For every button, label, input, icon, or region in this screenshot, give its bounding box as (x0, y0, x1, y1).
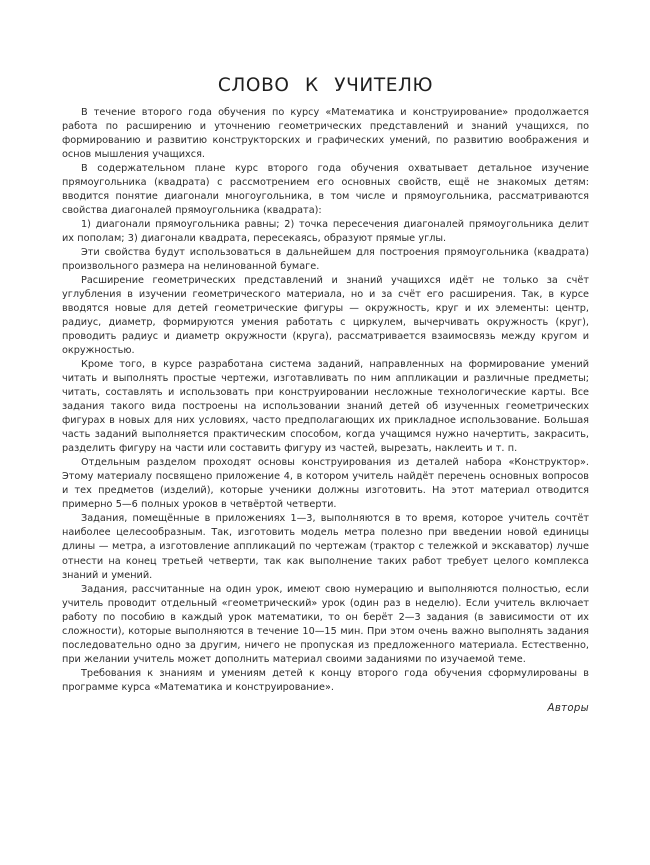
paragraph: Кроме того, в курсе разработана система заданий, направленных на формирование умений читать и выполнять простые чертежи, изготавливать по ним аппликации и различные предметы; читать, составлять и использовать при конструировании несложные технологические карты. Все задания такого вида построены на использовании знаний детей об изученных геометрических фигурах в новых для них условиях, часто предполагающих их прикладное использование. Большая часть заданий выполняется практическим способом, когда учащимся нужно начертить, закрасить, разделить фигуру на части или составить фигуру из частей, вырезать, наклеить и т. п. (62, 359, 589, 455)
paragraph: Задания, помещённые в приложениях 1—3, выполняются в то время, которое учитель сочтёт наиболее целесообразным. Так, изготовить модель метра полезно при введении новой единицы длины — метра, а изготовление аппликаций по чертежам (трактор с тележкой и экскаватор) лучше отнести на конец третьей четверти, так как выполнение таких работ требует целого комплекса знаний и умений. (62, 513, 589, 581)
page-title: СЛОВО К УЧИТЕЛЮ (217, 75, 434, 96)
paragraph: Расширение геометрических представлений и знаний учащихся идёт не только за счёт углубления в изучении геометрического материала, но и за счёт его расширения. Так, в курсе вводятся новые для детей геометрические фигуры — окружность, круг и их элементы: центр, радиус, диаметр, формируются умения работать с циркулем, вычерчивать окружность (круг), проводить радиус и диаметр окружности (круга), рассматривается взаимосвязь между кругом и окружностью. (62, 275, 589, 357)
paragraph: В содержательном плане курс второго года обучения охватывает детальное изучение прямоугольника (квадрата) с рассмотрением его основных свойств, ещё не знакомых детям: вводится понятие диагонали многоугольника, в том числе и прямоугольника, рассматриваются свойства диагоналей прямоугольника (квадрата): (62, 163, 589, 217)
body-text-block (62, 106, 589, 695)
paragraph: Задания, рассчитанные на один урок, имеют свою нумерацию и выполняются полностью, если учитель проводит отдельный «геометрический» урок (один раз в неделю). Если учитель включает работу по пособию в каждый урок математики, то он берёт 2—3 задания (в зависимости от их сложности), которые выполняются в течение 10—15 мин. При этом очень важно выполнять задания последовательно одно за другим, ничего не пропуская из предложенного материала. Естественно, при желании учитель может дополнить материал своими заданиями по изучаемой теме. (62, 583, 589, 665)
signature: Авторы (547, 702, 589, 714)
paragraph: Требования к знаниям и умениям детей к концу второго года обучения сформулированы в программе курса «Математика и конструирование». (62, 667, 589, 693)
paragraph-numbered-properties: 1) диагонали прямоугольника равны; 2) точка пересечения диагоналей прямоугольника делит их пополам; 3) диагонали квадрата, пересекаясь, образуют прямые углы. (62, 219, 589, 245)
page-content (62, 74, 589, 716)
paragraph: Эти свойства будут использоваться в дальнейшем для построения прямоугольника (квадрата) произвольного размера на нелинованной бумаге. (62, 247, 589, 273)
paragraph: В течение второго года обучения по курсу «Математика и конструирование» продолжается работа по расширению и уточнению геометрических представлений и знаний учащихся, по формированию и развитию конструкторских и графических умений, по развитию воображения и основ мышления учащихся. (62, 107, 589, 161)
paragraph: Отдельным разделом проходят основы конструирования из деталей набора «Конструктор». Этому материалу посвящено приложение 4, в котором учитель найдёт перечень основных вопросов и тех предметов (изделий), которые ученики должны изготовить. На этот материал отводится примерно 5—6 полных уроков в четвёртой четверти. (62, 457, 589, 511)
